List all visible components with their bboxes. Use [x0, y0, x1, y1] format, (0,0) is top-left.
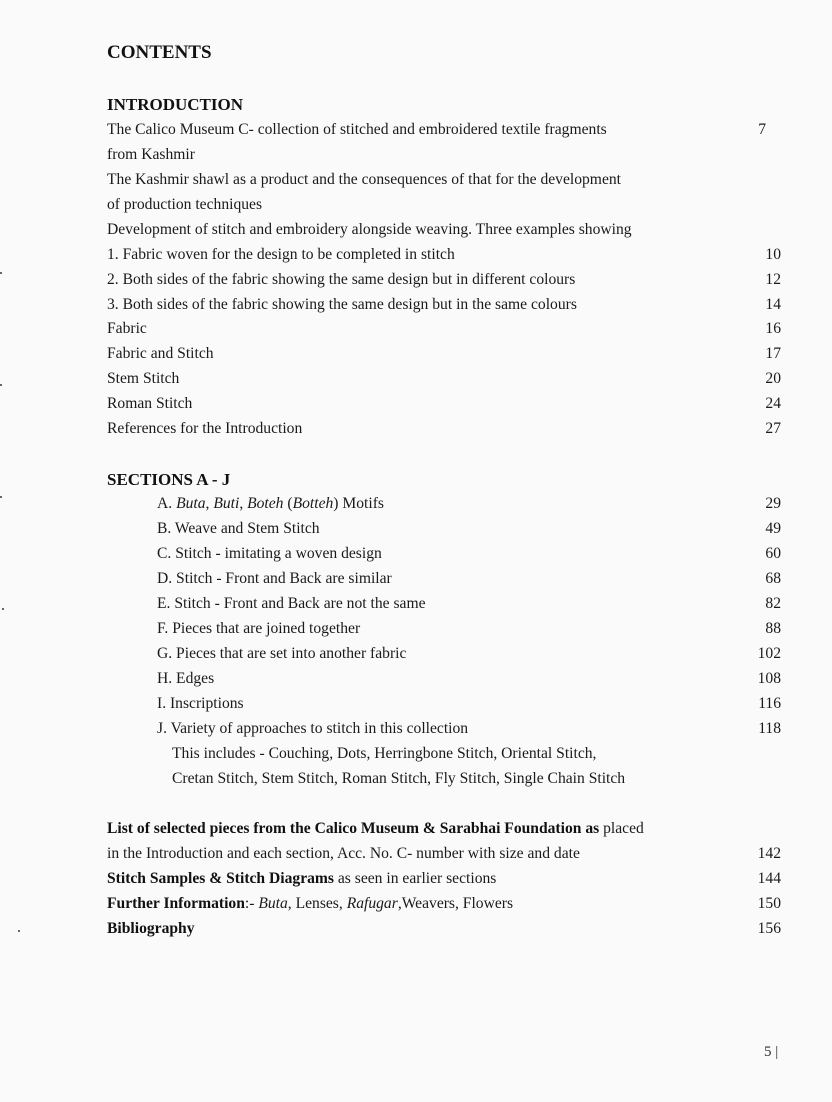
list-title: List of selected pieces from the Calico Museum & Sarabhai Foundation as	[107, 820, 600, 837]
toc-entry-text: E. Stitch - Front and Back are not the same	[157, 595, 426, 612]
toc-row[interactable]	[0, 543, 832, 565]
page-number: 5	[764, 1044, 772, 1060]
toc-page-number: 10	[765, 246, 781, 263]
introduction-heading: INTRODUCTION	[107, 95, 244, 114]
toc-entry-text: Fabric	[107, 320, 147, 337]
sections-heading: SECTIONS A - J	[107, 470, 231, 489]
toc-row[interactable]	[0, 119, 832, 141]
toc-row	[0, 169, 832, 191]
toc-page-number: 150	[757, 895, 781, 912]
term-buta: Buta	[258, 895, 288, 912]
toc-row	[0, 743, 832, 765]
toc-entry-text: 3. Both sides of the fabric showing the same design but in the same colours	[107, 296, 577, 313]
toc-entry-text: The Calico Museum C- collection of stitched and embroidered textile fragments	[107, 121, 607, 138]
toc-row[interactable]	[0, 893, 832, 915]
toc-row[interactable]	[0, 918, 832, 940]
toc-page-number: 88	[765, 620, 781, 637]
toc-row[interactable]	[0, 318, 832, 340]
toc-entry-text: Roman Stitch	[107, 395, 193, 412]
toc-entry-text: This includes - Couching, Dots, Herringbone Stitch, Oriental Stitch,	[172, 745, 597, 762]
toc-row[interactable]	[0, 518, 832, 540]
toc-row[interactable]	[0, 244, 832, 266]
toc-row[interactable]	[0, 818, 832, 840]
toc-row[interactable]	[0, 343, 832, 365]
toc-page-number: 14	[765, 296, 781, 313]
toc-entry-text: from Kashmir	[107, 146, 195, 163]
toc-entry-text: I. Inscriptions	[157, 695, 244, 712]
toc-page-number: 24	[765, 395, 781, 412]
toc-row[interactable]	[0, 393, 832, 415]
bibliography-title: Bibliography	[107, 920, 195, 937]
further-info-mid: , Lenses,	[287, 895, 347, 912]
term-buti: Buti	[213, 495, 240, 512]
toc-row[interactable]	[0, 368, 832, 390]
stitch-samples-rest: as seen in earlier sections	[333, 870, 497, 887]
toc-entry-text: References for the Introduction	[107, 420, 303, 437]
toc-row[interactable]	[0, 418, 832, 440]
toc-entry-text	[107, 893, 513, 915]
separator: :-	[244, 895, 259, 912]
entry-suffix: ) Motifs	[333, 495, 384, 512]
footer-separator: |	[775, 1044, 779, 1060]
further-info-title: Further Information	[107, 895, 245, 912]
toc-row[interactable]	[0, 693, 832, 715]
term-buta: Buta	[176, 495, 206, 512]
toc-entry-text: of production techniques	[107, 196, 263, 213]
toc-page-number: 144	[757, 870, 781, 887]
toc-row[interactable]	[0, 593, 832, 615]
term-rafugar: Rafugar	[346, 895, 398, 912]
toc-page-number: 20	[765, 370, 781, 387]
toc-entry-text: F. Pieces that are joined together	[157, 620, 361, 637]
toc-entry-text: B. Weave and Stem Stitch	[157, 520, 320, 537]
toc-row	[0, 194, 832, 216]
toc-row[interactable]	[0, 718, 832, 740]
toc-page-number: 108	[757, 670, 781, 687]
page-title: CONTENTS	[107, 42, 212, 63]
toc-page-number: 156	[757, 920, 781, 937]
separator: ,	[205, 495, 214, 512]
toc-entry-text: Fabric and Stitch	[107, 345, 214, 362]
list-title-rest: placed	[599, 820, 644, 837]
stitch-samples-title: Stitch Samples & Stitch Diagrams	[107, 870, 334, 887]
toc-page-number: 118	[758, 720, 781, 737]
toc-entry-text: G. Pieces that are set into another fabric	[157, 645, 407, 662]
toc-row[interactable]	[0, 493, 832, 515]
toc-page-number: 17	[765, 345, 781, 362]
toc-page-number: 68	[765, 570, 781, 587]
toc-row[interactable]	[0, 668, 832, 690]
toc-row[interactable]	[0, 294, 832, 316]
toc-row	[0, 768, 832, 790]
term-boteh: Boteh	[247, 495, 284, 512]
toc-page-number: 27	[765, 420, 781, 437]
toc-page-number: 102	[757, 645, 781, 662]
toc-row	[0, 219, 832, 241]
toc-entry-text	[107, 918, 195, 940]
toc-page-number: 49	[765, 520, 781, 537]
toc-entry-text: C. Stitch - imitating a woven design	[157, 545, 382, 562]
toc-page-number: 82	[765, 595, 781, 612]
toc-row[interactable]	[0, 568, 832, 590]
page-footer	[764, 1044, 778, 1061]
toc-row[interactable]	[0, 618, 832, 640]
toc-entry-text: in the Introduction and each section, Acc. No. C- number with size and date	[107, 845, 580, 862]
toc-row	[0, 144, 832, 166]
toc-entry-text: D. Stitch - Front and Back are similar	[157, 570, 392, 587]
toc-entry-text: Stem Stitch	[107, 370, 180, 387]
term-botteh: Botteh	[292, 495, 334, 512]
toc-entry-text: Cretan Stitch, Stem Stitch, Roman Stitch, Fly Stitch, Single Chain Stitch	[172, 770, 626, 787]
toc-entry-text: 2. Both sides of the fabric showing the same design but in different colours	[107, 271, 576, 288]
separator: ,	[239, 495, 248, 512]
toc-page-number: 29	[765, 495, 781, 512]
further-info-end: ,Weavers, Flowers	[397, 895, 514, 912]
toc-row[interactable]	[0, 868, 832, 890]
toc-page-number: 7	[758, 121, 766, 138]
toc-page-number: 116	[758, 695, 781, 712]
toc-page-number: 142	[757, 845, 781, 862]
toc-page-number: 12	[765, 271, 781, 288]
toc-page-number: 16	[765, 320, 781, 337]
toc-entry-text: The Kashmir shawl as a product and the consequences of that for the development	[107, 171, 621, 188]
toc-entry-text: 1. Fabric woven for the design to be completed in stitch	[107, 246, 455, 263]
toc-row[interactable]	[0, 643, 832, 665]
toc-entry-text	[107, 868, 496, 890]
toc-entry-text: H. Edges	[157, 670, 215, 687]
toc-entry-text	[157, 493, 384, 515]
toc-entry-text: Development of stitch and embroidery alongside weaving. Three examples showing	[107, 221, 632, 238]
toc-row[interactable]	[0, 269, 832, 291]
section-letter: A.	[157, 495, 177, 512]
toc-entry-text: J. Variety of approaches to stitch in this collection	[157, 720, 469, 737]
toc-row[interactable]	[0, 843, 832, 865]
toc-page-number: 60	[765, 545, 781, 562]
separator: (	[283, 495, 293, 512]
toc-entry-text	[107, 818, 644, 840]
